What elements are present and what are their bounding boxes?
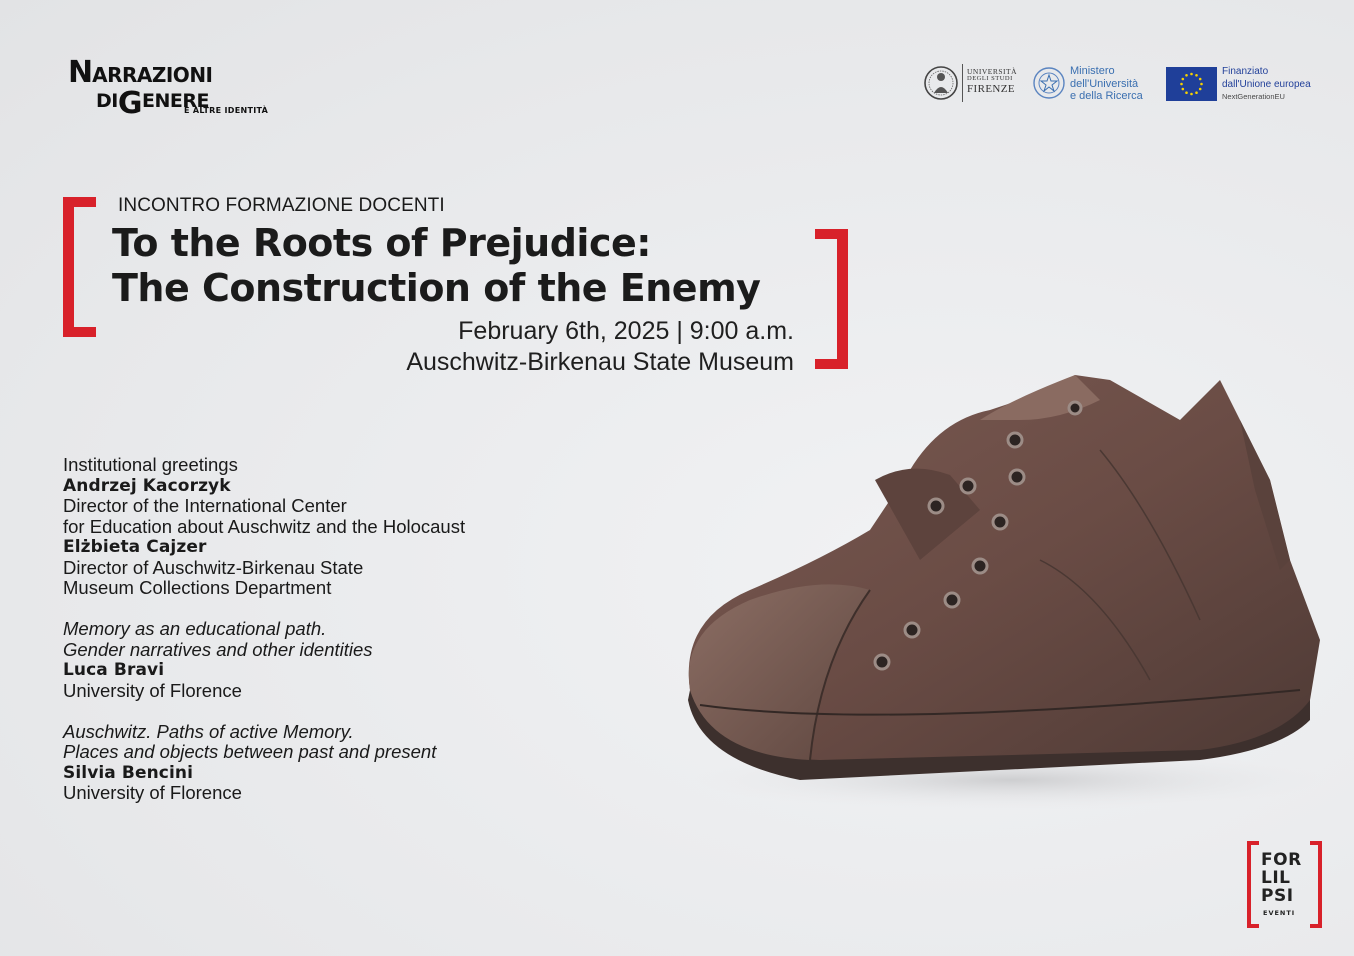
talk-title: Auschwitz. Paths of active Memory.	[63, 720, 354, 742]
right-red-bracket	[815, 229, 848, 369]
talk-title: Places and objects between past and present	[63, 741, 437, 762]
logo-initial-n: N	[68, 55, 93, 90]
unifi-seal-icon	[923, 63, 959, 103]
speaker-role: Director of the International Center	[63, 495, 347, 516]
ministry-line1: Ministero	[1070, 65, 1115, 77]
logo-word-enere: ENERE	[141, 90, 209, 112]
italian-republic-emblem-icon	[1032, 66, 1066, 100]
narrazioni-di-genere-logo	[68, 55, 269, 121]
greetings-label: Institutional greetings	[63, 454, 238, 475]
event-title	[112, 221, 760, 311]
event-program	[63, 455, 465, 804]
unifi-separator	[962, 64, 963, 102]
unifi-line3: FIRENZE	[967, 83, 1016, 95]
old-boot-photo	[680, 360, 1330, 830]
forlilpsi-line3: PSI	[1261, 886, 1294, 906]
unifi-logo	[923, 62, 1023, 104]
event-kicker: INCONTRO FORMAZIONE DOCENTI	[118, 195, 445, 216]
eu-funding-logo	[1166, 66, 1326, 102]
logo-tagline: E ALTRE IDENTITÀ	[184, 106, 269, 115]
speaker-name: Andrzej Kacorzyk	[63, 475, 231, 496]
ministry-logo	[1032, 64, 1157, 104]
event-title-line2: The Construction of the Enemy	[112, 266, 761, 310]
unifi-line2: DEGLI STUDI	[967, 74, 1013, 82]
forlilpsi-sub: EVENTI	[1263, 909, 1296, 917]
event-venue: Auschwitz-Birkenau State Museum	[406, 348, 794, 376]
forlilpsi-line1: FOR	[1261, 850, 1302, 870]
speaker-affiliation: University of Florence	[63, 679, 242, 701]
speaker-name: Elżbieta Cajzer	[63, 537, 207, 557]
speaker-role: Director of Auschwitz-Birkenau State	[63, 556, 364, 578]
speaker-name: Silvia Bencini	[63, 762, 194, 783]
speaker-role: for Education about Auschwitz and the Holocaust	[63, 515, 466, 537]
forlilpsi-left-bracket	[1247, 841, 1259, 928]
forlilpsi-line2: LIL	[1261, 868, 1291, 888]
talk-title: Memory as an educational path.	[63, 618, 327, 639]
eu-line1: Finanziato	[1222, 66, 1269, 77]
ministry-line2: dell'Università	[1070, 77, 1139, 90]
logo-word-di: DI	[96, 90, 118, 112]
logo-word-arrazioni: ARRAZIONI	[92, 63, 213, 87]
event-title-line1: To the Roots of Prejudice:	[112, 221, 651, 265]
eu-line2: dall'Unione europea	[1222, 78, 1311, 90]
speaker-affiliation: University of Florence	[63, 782, 242, 803]
ministry-line3: e della Ricerca	[1070, 90, 1143, 102]
unifi-line1: UNIVERSITÀ	[967, 67, 1017, 76]
forlilpsi-eventi-logo	[1247, 841, 1322, 928]
eu-flag-icon	[1166, 67, 1217, 101]
speaker-name: Luca Bravi	[63, 660, 165, 680]
left-red-bracket	[63, 197, 96, 337]
talk-title: Gender narratives and other identities	[63, 638, 373, 660]
speaker-role: Museum Collections Department	[63, 577, 332, 598]
logo-initial-g: G	[117, 86, 142, 121]
eu-line3: NextGenerationEU	[1222, 92, 1285, 101]
event-date: February 6th, 2025 | 9:00 a.m.	[458, 317, 794, 345]
forlilpsi-right-bracket	[1310, 841, 1322, 928]
